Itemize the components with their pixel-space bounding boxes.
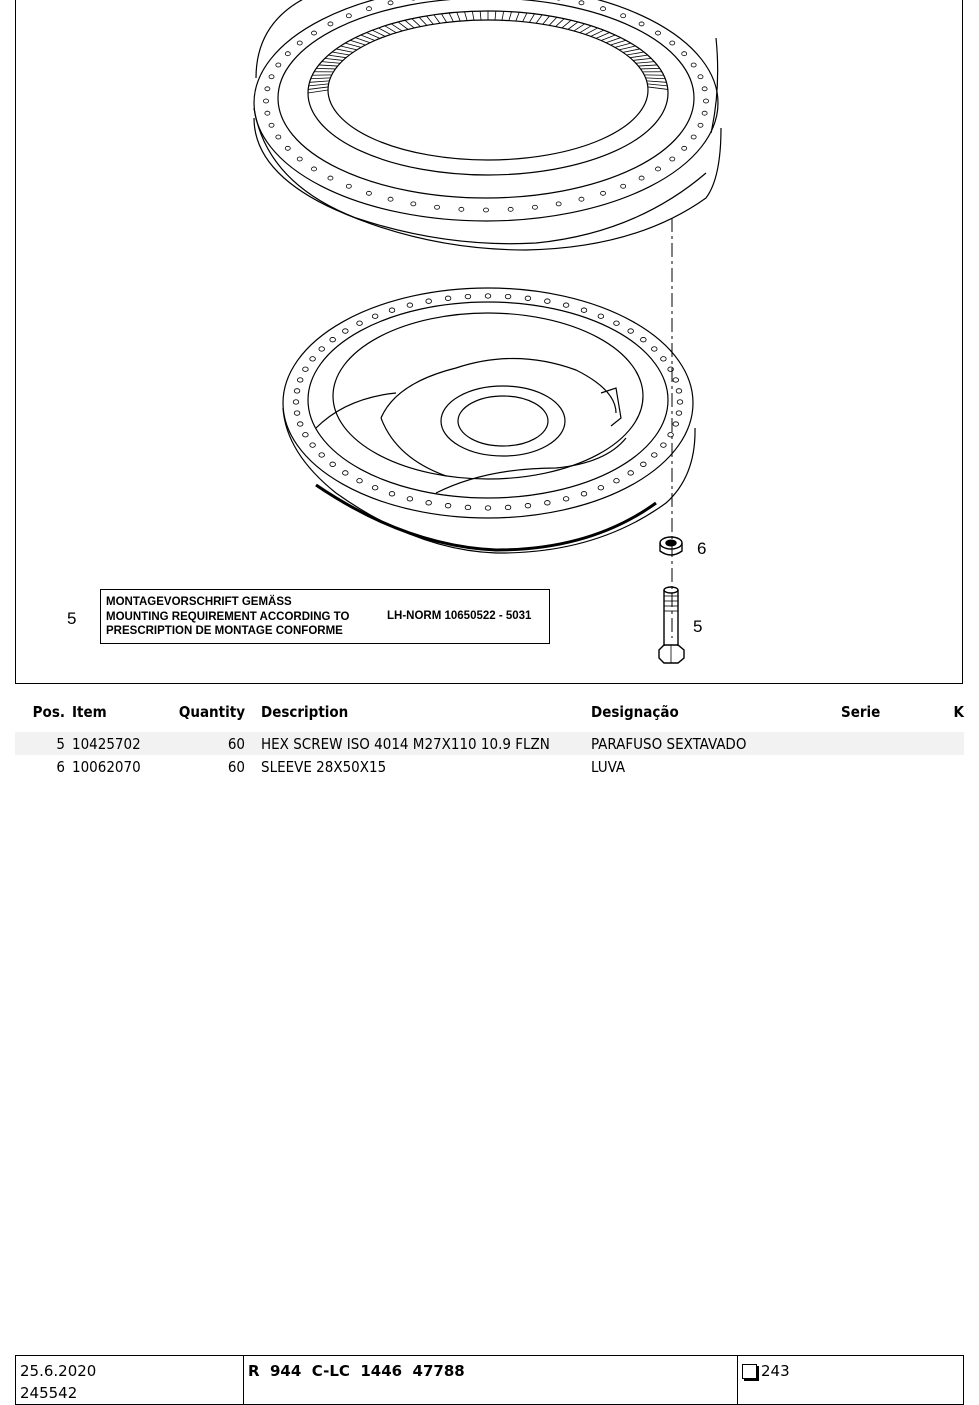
cell-item: 10425702: [72, 732, 167, 755]
note-norm: LH-NORM 10650522 - 5031: [387, 609, 531, 624]
header-description: Description: [261, 700, 591, 724]
cell-designacao: LUVA: [591, 755, 841, 778]
header-quantity: Quantity: [167, 700, 261, 724]
table-row: [15, 755, 964, 778]
mounting-note-box: [100, 589, 550, 644]
cell-description: SLEEVE 28X50X15: [261, 755, 591, 778]
footer-model: R 944 C-LC 1446 47788: [244, 1356, 738, 1404]
footer-date: 25.6.2020: [20, 1360, 239, 1382]
note-line-de: MONTAGEVORSCHRIFT GEMÄSS: [106, 595, 549, 610]
cell-serie: [841, 755, 946, 778]
cell-k: [946, 755, 964, 778]
parts-table: [15, 700, 964, 778]
sleeve-part: [660, 537, 682, 555]
page-icon: [742, 1364, 757, 1379]
footer-doc-number: 245542: [20, 1382, 239, 1404]
cell-k: [946, 732, 964, 755]
cell-item: 10062070: [72, 755, 167, 778]
note-line-en: MOUNTING REQUIREMENT ACCORDING TO: [106, 610, 549, 625]
callout-screw: 5: [693, 617, 702, 637]
footer-page-cell: [738, 1356, 963, 1404]
cell-designacao: PARAFUSO SEXTAVADO: [591, 732, 841, 755]
cell-serie: [841, 732, 946, 755]
table-row: [15, 732, 964, 755]
header-k: K: [946, 700, 964, 724]
callout-sleeve: 6: [697, 539, 706, 559]
table-header-row: [15, 700, 964, 724]
footer-date-cell: [16, 1356, 244, 1404]
header-pos: Pos.: [15, 700, 72, 724]
header-serie: Serie: [841, 700, 946, 724]
cell-quantity: 60: [167, 755, 261, 778]
header-item: Item: [72, 700, 167, 724]
cell-pos: 5: [15, 732, 72, 755]
cell-description: HEX SCREW ISO 4014 M27X110 10.9 FLZN: [261, 732, 591, 755]
cell-quantity: 60: [167, 732, 261, 755]
slewing-ring-illustration: [16, 0, 964, 684]
bearing-ring-drawing: [283, 288, 695, 553]
exploded-drawing: [15, 0, 963, 684]
header-designacao: Designação: [591, 700, 841, 724]
footer-page-number: 243: [761, 1362, 790, 1380]
callout-note-position: 5: [67, 609, 76, 629]
note-line-fr: PRESCRIPTION DE MONTAGE CONFORME: [106, 624, 549, 639]
page-footer: [15, 1355, 964, 1405]
cell-pos: 6: [15, 755, 72, 778]
gear-ring-drawing: [254, 0, 721, 250]
